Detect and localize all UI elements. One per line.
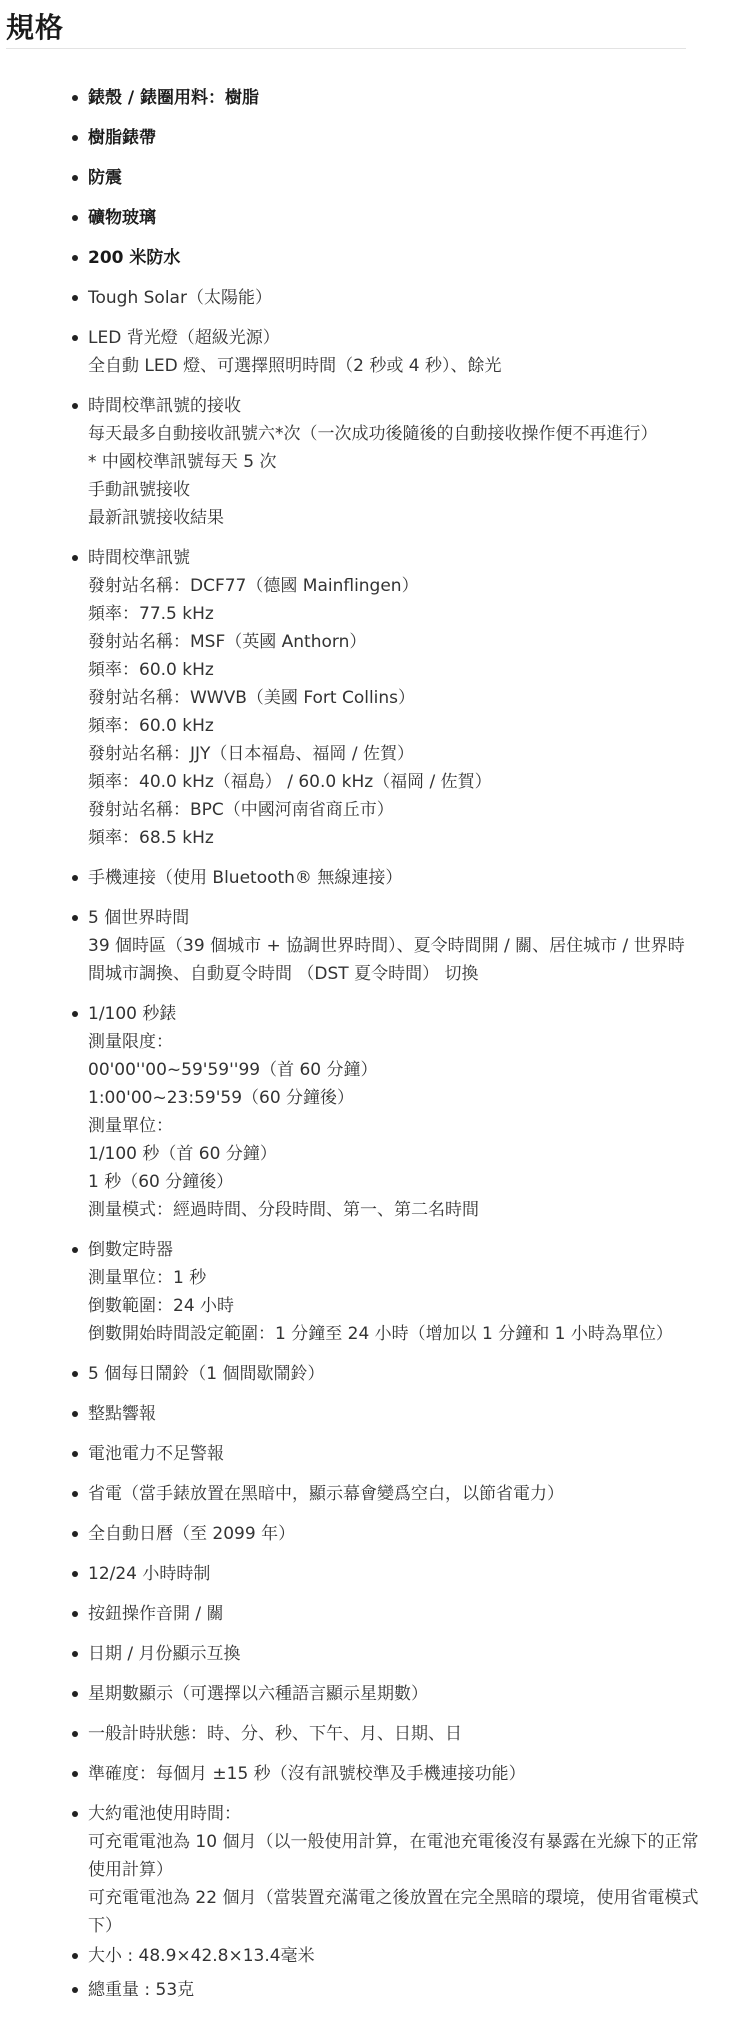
spec-item: [88, 1800, 738, 1940]
spec-item-detail: 使用計算）: [88, 1860, 173, 1880]
spec-item-detail: 全自動 LED 燈、可選擇照明時間（2 秒或 4 秒）、餘光: [88, 356, 502, 376]
spec-item-title: 200 米防水: [88, 248, 181, 268]
spec-item-detail: 測量模式：經過時間、分段時間、第一、第二名時間: [88, 1200, 479, 1220]
spec-item-title: 錶殼 / 錶圈用料：樹脂: [88, 88, 260, 108]
spec-item-detail: 頻率：60.0 kHz: [88, 660, 214, 680]
spec-item-detail: 測量限度：: [88, 1032, 173, 1052]
spec-item-detail: 頻率：68.5 kHz: [88, 828, 214, 848]
spec-item-title: 大約電池使用時間：: [88, 1804, 241, 1824]
spec-item-detail: 頻率：60.0 kHz: [88, 716, 214, 736]
spec-item-detail: 發射站名稱：DCF77（德國 Mainflingen）: [88, 576, 419, 596]
spec-item: [88, 1236, 738, 1348]
spec-item-detail: 可充電電池為 10 個月（以一般使用計算，在電池充電後沒有暴露在光線下的正常: [88, 1832, 699, 1852]
spec-item: [88, 1720, 738, 1748]
spec-item-title: Tough Solar（太陽能）: [88, 288, 272, 308]
spec-item-detail: 00'00''00~59'59''99（首 60 分鐘）: [88, 1060, 378, 1080]
spec-item: [88, 1600, 738, 1628]
spec-item-title: 5 個每日鬧鈴（1 個間歇鬧鈴）: [88, 1364, 325, 1384]
spec-item-title: 倒數定時器: [88, 1240, 173, 1260]
spec-item: [88, 164, 738, 192]
spec-item: [88, 392, 738, 532]
spec-item-title: 樹脂錶帶: [88, 128, 156, 148]
spec-item: [88, 244, 738, 272]
spec-item-detail: * 中國校準訊號每天 5 次: [88, 452, 277, 472]
spec-item-detail: 1 秒（60 分鐘後）: [88, 1172, 234, 1192]
spec-item: [88, 1520, 738, 1548]
spec-item: [88, 1680, 738, 1708]
spec-item-detail: 間城市調換、自動夏令時間 （DST 夏令時間） 切換: [88, 964, 479, 984]
spec-item-detail: 手動訊號接收: [88, 480, 190, 500]
spec-item-detail: 測量單位：1 秒: [88, 1268, 207, 1288]
spec-item: [88, 84, 738, 112]
spec-item-detail: 每天最多自動接收訊號六*次（一次成功後隨後的自動接收操作便不再進行）: [88, 424, 658, 444]
spec-item: [88, 1942, 738, 1970]
page-header: [6, 0, 686, 49]
spec-item-detail: 下）: [88, 1916, 122, 1936]
spec-list: [88, 84, 738, 2016]
spec-item-title: 按鈕操作音開 / 關: [88, 1604, 224, 1624]
spec-item-title: 防震: [88, 168, 122, 188]
spec-item-detail: 倒數開始時間設定範圍：1 分鐘至 24 小時（增加以 1 分鐘和 1 小時為單位）: [88, 1324, 673, 1344]
spec-item-detail: 發射站名稱：BPC（中國河南省商丘市）: [88, 800, 394, 820]
spec-item-detail: 頻率：40.0 kHz（福島） / 60.0 kHz（福岡 / 佐賀）: [88, 772, 492, 792]
spec-item: [88, 1360, 738, 1388]
spec-item-detail: 1/100 秒（首 60 分鐘）: [88, 1144, 277, 1164]
spec-item: [88, 1440, 738, 1468]
spec-item: [88, 284, 738, 312]
spec-item-detail: 可充電電池為 22 個月（當裝置充滿電之後放置在完全黑暗的環境，使用省電模式: [88, 1888, 699, 1908]
spec-item: [88, 204, 738, 232]
spec-item: [88, 1976, 738, 2004]
spec-item-title: 日期 / 月份顯示互換: [88, 1644, 241, 1664]
spec-item-detail: 測量單位：: [88, 1116, 173, 1136]
spec-item-detail: 發射站名稱：JJY（日本福島、福岡 / 佐賀）: [88, 744, 414, 764]
spec-item-title: 全自動日曆（至 2099 年）: [88, 1524, 296, 1544]
spec-item: [88, 124, 738, 152]
spec-item-title: 電池電力不足警報: [88, 1444, 224, 1464]
spec-item: [88, 1400, 738, 1428]
spec-item-detail: 最新訊號接收結果: [88, 508, 224, 528]
spec-item-title: 手機連接（使用 Bluetooth® 無線連接）: [88, 868, 403, 888]
spec-item: [88, 1000, 738, 1224]
spec-item-title: LED 背光燈（超級光源）: [88, 328, 280, 348]
page-title: 規格: [6, 11, 65, 44]
spec-item-title: 一般計時狀態：時、分、秒、下午、月、日期、日: [88, 1724, 462, 1744]
spec-item: [88, 1480, 738, 1508]
spec-item: [88, 904, 738, 988]
spec-item-detail: 39 個時區（39 個城市 + 協調世界時間）、夏令時間開 / 關、居住城市 / 世界時: [88, 936, 685, 956]
spec-item: [88, 1640, 738, 1668]
spec-item-title: 整點響報: [88, 1404, 156, 1424]
spec-item-title: 時間校準訊號: [88, 548, 190, 568]
spec-item-detail: 倒數範圍：24 小時: [88, 1296, 235, 1316]
spec-item-title: 準確度：每個月 ±15 秒（沒有訊號校準及手機連接功能）: [88, 1764, 526, 1784]
spec-item-detail: 1:00'00~23:59'59（60 分鐘後）: [88, 1088, 355, 1108]
spec-item-title: 省電（當手錶放置在黑暗中，顯示幕會變爲空白，以節省電力）: [88, 1484, 564, 1504]
spec-item: [88, 324, 738, 380]
spec-item-title: 時間校準訊號的接收: [88, 396, 241, 416]
spec-item-title: 星期數顯示（可選擇以六種語言顯示星期數）: [88, 1684, 428, 1704]
spec-item-detail: 發射站名稱：MSF（英國 Anthorn）: [88, 632, 367, 652]
spec-item-detail: 頻率：77.5 kHz: [88, 604, 214, 624]
spec-item-title: 12/24 小時時制: [88, 1564, 211, 1584]
spec-item-detail: 發射站名稱：WWVB（美國 Fort Collins）: [88, 688, 416, 708]
spec-item-title: 總重量 : 53克: [88, 1980, 195, 2000]
spec-item: [88, 544, 738, 852]
spec-item: [88, 864, 738, 892]
spec-item-title: 1/100 秒錶: [88, 1004, 177, 1024]
spec-item-title: 礦物玻璃: [88, 208, 156, 228]
spec-item-title: 5 個世界時間: [88, 908, 190, 928]
spec-item: [88, 1760, 738, 1788]
spec-item-title: 大小 : 48.9×42.8×13.4毫米: [88, 1946, 315, 1966]
spec-item: [88, 1560, 738, 1588]
